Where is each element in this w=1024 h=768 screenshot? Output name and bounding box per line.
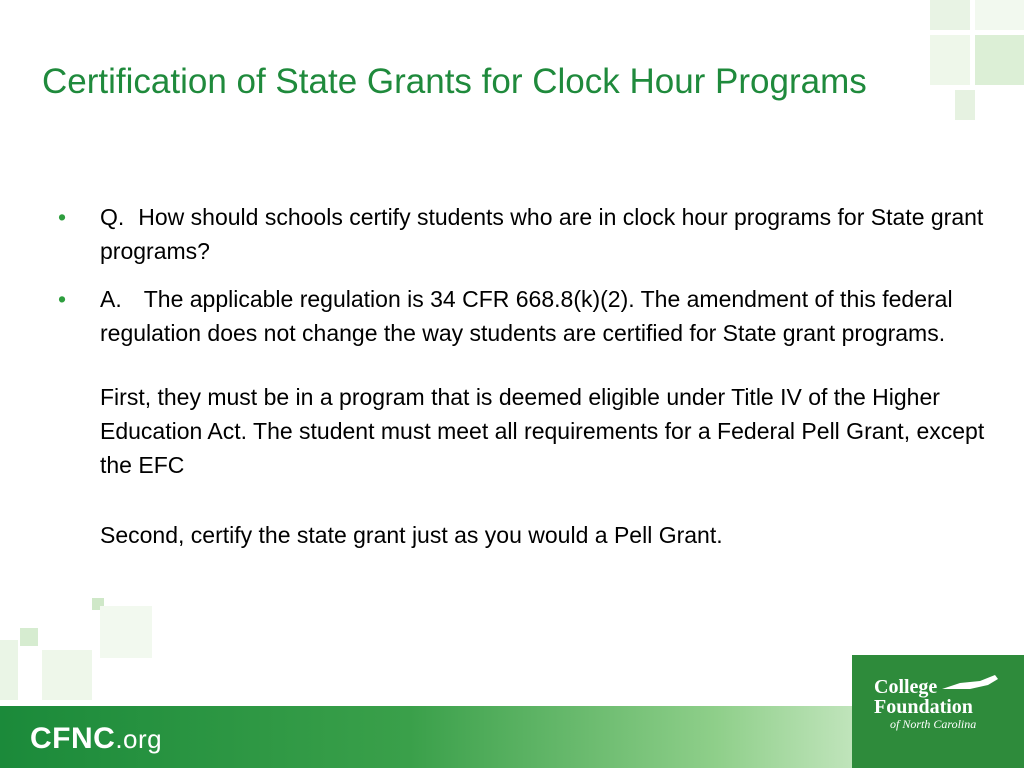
college-foundation-logo: [852, 655, 1024, 768]
bullet-text: The applicable regulation is 34 CFR 668.8(k)(2). The amendment of this federal regulation does not change the way students are certified for State grant programs.: [100, 286, 953, 346]
logo-line-foundation: Foundation: [874, 696, 973, 718]
bullet-dot-icon: •: [58, 286, 67, 312]
slide-title: Certification of State Grants for Clock Hour Programs: [42, 62, 867, 101]
logo-line-college: College: [874, 676, 938, 698]
bullet-tag: Q.: [100, 204, 125, 230]
paragraph-first: First, they must be in a program that is deemed eligible under Title IV of the Higher Education Act. The student must meet all requirements for a Federal Pell Grant, except the EFC: [100, 384, 985, 478]
bullet-text: How should schools certify students who are in clock hour programs for State grant programs?: [100, 204, 984, 264]
bullet-dot-icon: •: [58, 204, 67, 230]
bullet-answer: [58, 282, 998, 350]
cfnc-logo: [30, 722, 162, 756]
slide-body: [58, 200, 998, 552]
bullet-question: [58, 200, 998, 268]
logo-line-nc: of North Carolina: [890, 717, 977, 731]
cfnc-logo-main: CFNC: [30, 722, 116, 755]
paragraph-second: Second, certify the state grant just as you would a Pell Grant.: [100, 522, 723, 548]
bullet-tag: A.: [100, 286, 122, 312]
cfnc-logo-suffix: .org: [115, 724, 163, 754]
